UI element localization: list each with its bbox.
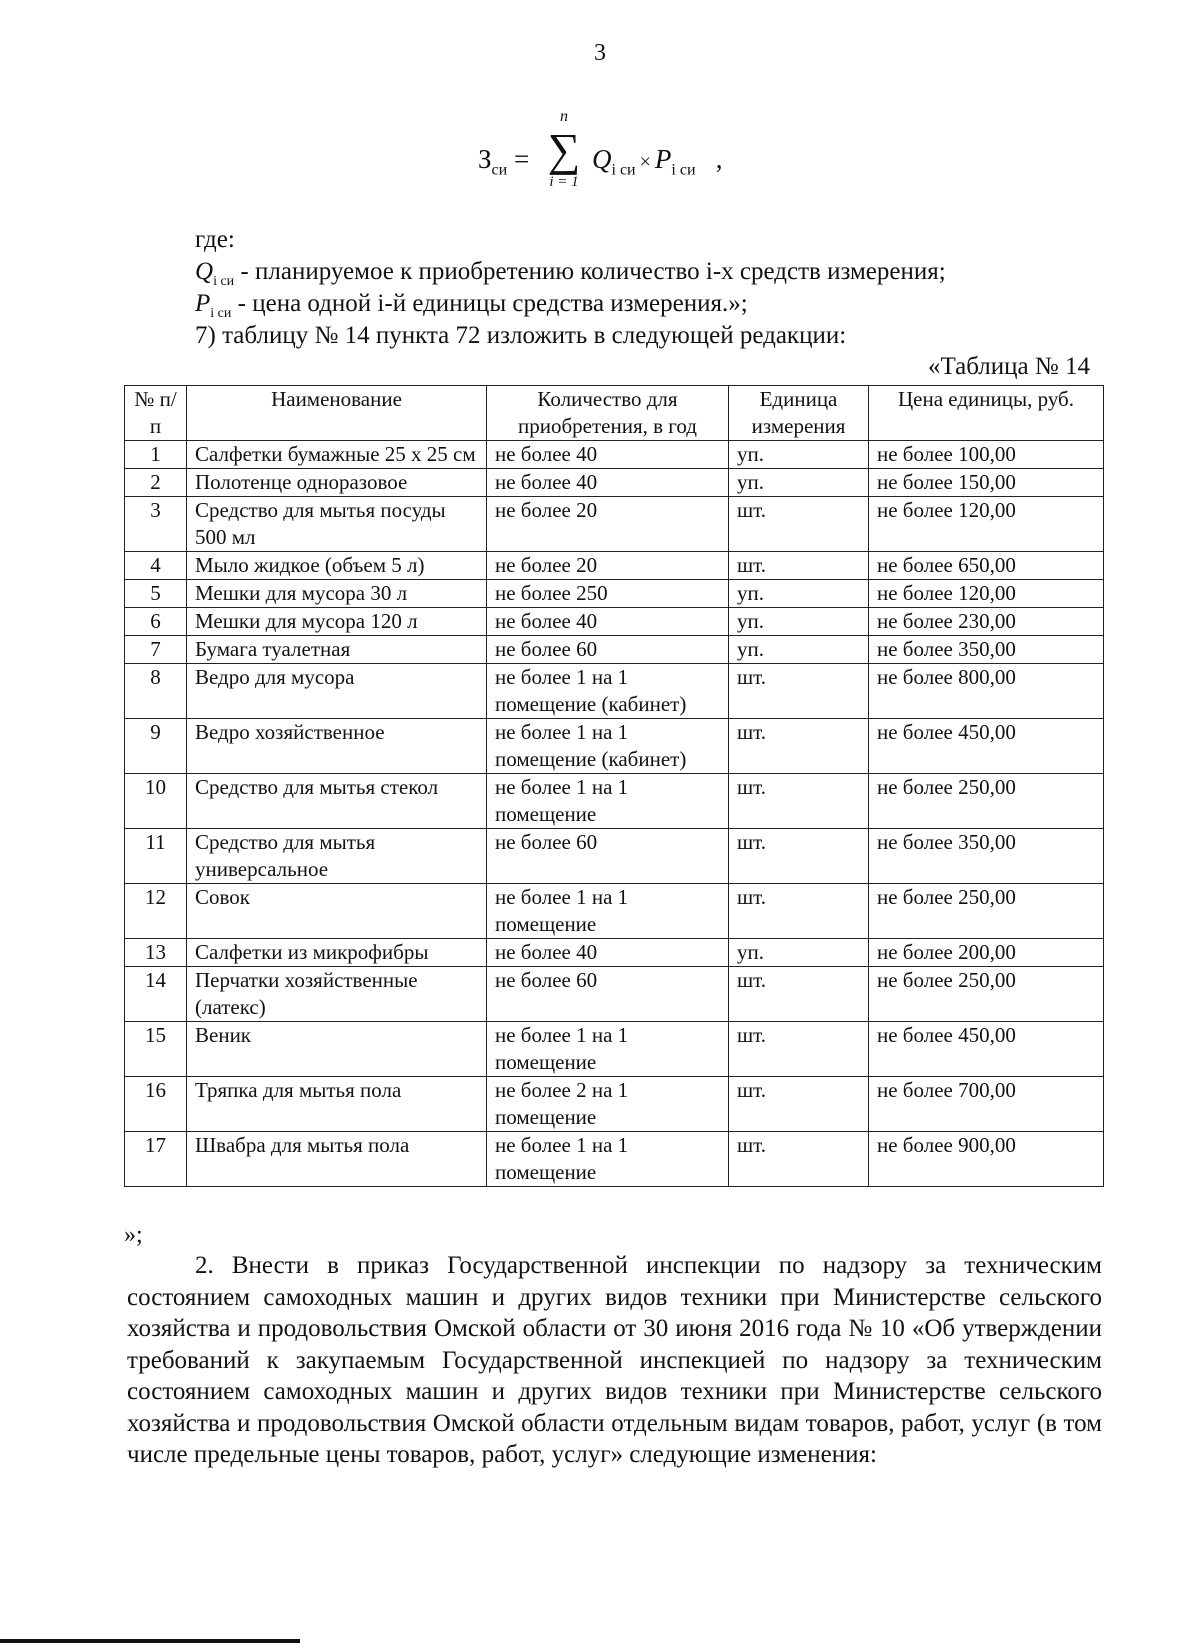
cell-unit: уп. (729, 939, 869, 967)
table-row (125, 829, 1104, 884)
cell-name: Бумага туалетная (187, 636, 487, 664)
cell-price: не более 800,00 (869, 664, 1104, 719)
cell-qty: не более 40 (487, 441, 729, 469)
cell-unit: шт. (729, 1077, 869, 1132)
cell-name: Ведро хозяйственное (187, 719, 487, 774)
cell-unit: шт. (729, 1132, 869, 1187)
cell-unit: шт. (729, 552, 869, 580)
cell-num: 16 (125, 1077, 187, 1132)
cell-num: 4 (125, 552, 187, 580)
cell-unit: шт. (729, 967, 869, 1022)
cell-qty: не более 20 (487, 497, 729, 552)
cell-name: Швабра для мытья пола (187, 1132, 487, 1187)
items-table (124, 385, 1104, 1187)
cell-name: Средство для мытья универсальное (187, 829, 487, 884)
cell-name: Тряпка для мытья пола (187, 1077, 487, 1132)
bottom-left-rule (0, 1639, 300, 1643)
cell-num: 11 (125, 829, 187, 884)
cell-name: Мешки для мусора 30 л (187, 580, 487, 608)
header-num: № п/п (125, 386, 187, 441)
table-row (125, 580, 1104, 608)
table-row (125, 497, 1104, 552)
closing-quote: »; (124, 1222, 143, 1248)
cell-qty: не более 40 (487, 939, 729, 967)
cell-qty: не более 1 на 1 помещение (кабинет) (487, 719, 729, 774)
cell-num: 9 (125, 719, 187, 774)
table-header-row (125, 386, 1104, 441)
cell-num: 14 (125, 967, 187, 1022)
table-row (125, 608, 1104, 636)
cell-price: не более 100,00 (869, 441, 1104, 469)
cell-price: не более 200,00 (869, 939, 1104, 967)
cell-name: Совок (187, 884, 487, 939)
cell-num: 17 (125, 1132, 187, 1187)
cell-qty: не более 2 на 1 помещение (487, 1077, 729, 1132)
cell-num: 1 (125, 441, 187, 469)
page-number: 3 (594, 40, 606, 66)
cell-price: не более 350,00 (869, 636, 1104, 664)
cell-price: не более 700,00 (869, 1077, 1104, 1132)
table-row (125, 884, 1104, 939)
table-row (125, 469, 1104, 497)
cell-price: не более 650,00 (869, 552, 1104, 580)
cell-num: 13 (125, 939, 187, 967)
table-row (125, 552, 1104, 580)
cell-price: не более 900,00 (869, 1132, 1104, 1187)
table-row (125, 719, 1104, 774)
table-caption: «Таблица № 14 (927, 353, 1090, 380)
cell-unit: шт. (729, 884, 869, 939)
cell-unit: шт. (729, 774, 869, 829)
cell-num: 2 (125, 469, 187, 497)
cell-num: 7 (125, 636, 187, 664)
cell-qty: не более 20 (487, 552, 729, 580)
header-unit: Единица измерения (729, 386, 869, 441)
cell-price: не более 350,00 (869, 829, 1104, 884)
p-definition: $P_{i си}$ - цена одной i-й единицы средства измерения.»; (195, 290, 748, 321)
cell-price: не более 230,00 (869, 608, 1104, 636)
cell-unit: шт. (729, 664, 869, 719)
where-label: где: (195, 226, 235, 253)
table-row (125, 1077, 1104, 1132)
cell-name: Мешки для мусора 120 л (187, 608, 487, 636)
cell-unit: шт. (729, 829, 869, 884)
cell-price: не более 120,00 (869, 580, 1104, 608)
table-row (125, 664, 1104, 719)
cell-qty: не более 1 на 1 помещение (487, 1132, 729, 1187)
cell-name: Ведро для мусора (187, 664, 487, 719)
cell-name: Мыло жидкое (объем 5 л) (187, 552, 487, 580)
cell-name: Перчатки хозяйственные (латекс) (187, 967, 487, 1022)
sigma-symbol: ∑ (547, 124, 581, 175)
cell-qty: не более 60 (487, 967, 729, 1022)
cell-qty: не более 1 на 1 помещение (487, 774, 729, 829)
cell-unit: уп. (729, 608, 869, 636)
cell-price: не более 250,00 (869, 967, 1104, 1022)
table-body (125, 441, 1104, 1187)
header-price: Цена единицы, руб. (869, 386, 1104, 441)
cell-unit: уп. (729, 469, 869, 497)
paragraph-2: 2. Внести в приказ Государственной инспекции по надзору за техническим состоянием самоходных машин и других видов техники при Министерстве сельского хозяйства и продовольствия Омской области от 30 июня 2016 года № 10 «Об утверждении требований к закупаемым Государственной инспекцией по надзору за техническим состоянием самоходных машин и других видов техники при Министерстве сельского хозяйства и продовольствия Омской области отдельным видам товаров, работ, услуг (в том числе предельные цены товаров, работ, услуг» следующие изменения: (127, 1252, 1102, 1468)
cell-num: 5 (125, 580, 187, 608)
table-row (125, 939, 1104, 967)
cell-qty: не более 40 (487, 608, 729, 636)
cell-price: не более 450,00 (869, 719, 1104, 774)
cell-price: не более 450,00 (869, 1022, 1104, 1077)
cell-num: 3 (125, 497, 187, 552)
q-definition: $Q_{i си}$ - планируемое к приобретению количество i-х средств измерения; (195, 258, 946, 289)
cell-price: не более 250,00 (869, 884, 1104, 939)
header-name: Наименование (187, 386, 487, 441)
cell-name: Средство для мытья посуды 500 мл (187, 497, 487, 552)
cell-unit: уп. (729, 636, 869, 664)
item-7: 7) таблицу № 14 пункта 72 изложить в следующей редакции: (195, 322, 847, 349)
cell-name: Средство для мытья стекол (187, 774, 487, 829)
table-row (125, 441, 1104, 469)
cell-num: 10 (125, 774, 187, 829)
formula-upper-limit: n (560, 108, 568, 125)
cell-qty: не более 250 (487, 580, 729, 608)
table-row (125, 636, 1104, 664)
cell-price: не более 120,00 (869, 497, 1104, 552)
cell-unit: уп. (729, 441, 869, 469)
cell-price: не более 250,00 (869, 774, 1104, 829)
table-row (125, 1132, 1104, 1187)
cell-qty: не более 1 на 1 помещение (487, 1022, 729, 1077)
formula-sum (538, 108, 590, 191)
formula-rhs: $Q_{i си} \times P_{i си}$ , (592, 144, 723, 179)
table-row (125, 967, 1104, 1022)
cell-num: 15 (125, 1022, 187, 1077)
cell-name: Полотенце одноразовое (187, 469, 487, 497)
cell-num: 12 (125, 884, 187, 939)
table-row (125, 1022, 1104, 1077)
table-row (125, 774, 1104, 829)
cell-qty: не более 1 на 1 помещение (кабинет) (487, 664, 729, 719)
cell-num: 6 (125, 608, 187, 636)
formula-lower-limit: i = 1 (549, 174, 579, 190)
cell-unit: шт. (729, 497, 869, 552)
header-qty: Количество для приобретения, в год (487, 386, 729, 441)
cell-price: не более 150,00 (869, 469, 1104, 497)
cell-name: Салфетки из микрофибры (187, 939, 487, 967)
cell-unit: шт. (729, 1022, 869, 1077)
cell-name: Салфетки бумажные 25 х 25 см (187, 441, 487, 469)
cell-unit: уп. (729, 580, 869, 608)
cell-unit: шт. (729, 719, 869, 774)
cell-num: 8 (125, 664, 187, 719)
cell-qty: не более 60 (487, 829, 729, 884)
cell-qty: не более 1 на 1 помещение (487, 884, 729, 939)
cell-qty: не более 40 (487, 469, 729, 497)
formula-lhs: $З_{си}$ = (478, 144, 530, 179)
cell-qty: не более 60 (487, 636, 729, 664)
cell-name: Веник (187, 1022, 487, 1077)
